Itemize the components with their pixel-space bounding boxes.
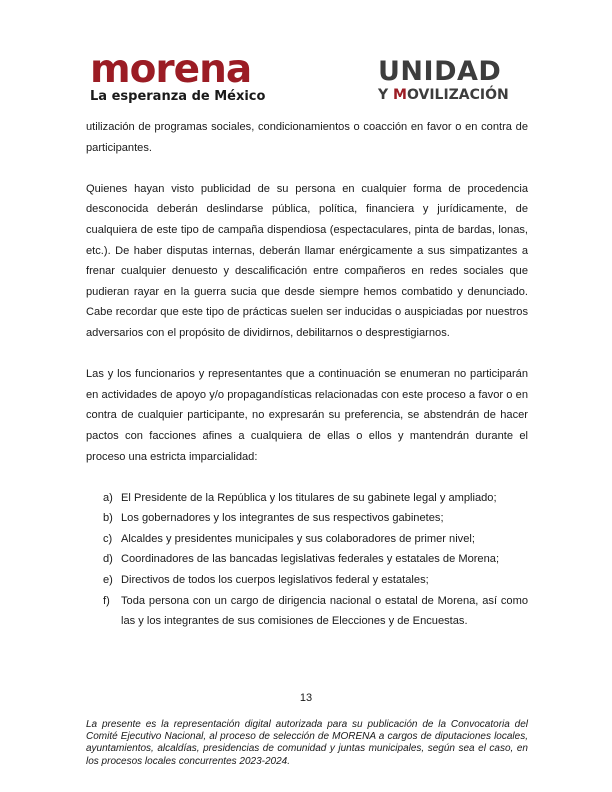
list-marker: e) xyxy=(103,574,113,587)
morena-logo-wordmark: morena xyxy=(90,47,252,92)
list-item xyxy=(103,488,528,509)
list-item-text: Directivos de todos los cuerpos legislativos federal y estatales; xyxy=(121,574,429,587)
logo-line2-rest: OVILIZACIÓN xyxy=(406,87,509,103)
unidad-movilizacion-logo xyxy=(378,57,538,103)
logo-line2-accent: M xyxy=(393,87,407,103)
document-body xyxy=(86,117,528,632)
list-item-text: Toda persona con un cargo de dirigencia nacional o estatal de Morena, así como las y los integrantes de sus comisiones de Elecciones y de Encuestas. xyxy=(121,594,528,628)
officials-list xyxy=(86,488,528,632)
unidad-logo-line2 xyxy=(378,87,538,103)
list-item-text: El Presidente de la República y los titulares de su gabinete legal y ampliado; xyxy=(121,491,497,504)
list-item xyxy=(103,591,528,632)
list-marker: a) xyxy=(103,491,113,504)
footer-note: La presente es la representación digital autorizada para su publicación de la Convocatoria del Comité Ejecutivo Nacional, al proceso de selección de MORENA a cargos de diputaciones locales, ayuntamientos, alcaldías, presidencias de comunidad y juntas municipales, según sea el caso, en los procesos locales concurrentes 2023-2024. xyxy=(86,719,528,767)
page-number: 13 xyxy=(299,692,313,704)
list-item-text: Coordinadores de las bancadas legislativas federales y estatales de Morena; xyxy=(121,553,500,566)
list-marker: c) xyxy=(103,532,113,545)
list-item xyxy=(103,549,528,570)
list-marker: f) xyxy=(103,594,110,607)
list-item xyxy=(103,570,528,591)
list-item-text: Los gobernadores y los integrantes de sus respectivos gabinetes; xyxy=(121,512,444,525)
list-item-text: Alcaldes y presidentes municipales y sus colaboradores de primer nivel; xyxy=(121,532,475,545)
morena-logo xyxy=(90,47,290,105)
unidad-logo-line1: UNIDAD xyxy=(378,56,502,87)
paragraph: Las y los funcionarios y representantes que a continuación se enumeran no participarán en actividades de apoyo y/o propagandísticas relacionadas con este proceso a favor o en contra de cualquier participante, no expresarán su preferencia, se abstendrán de hacer pactos con facciones afines a cualquiera de ellas o ellos y mantendrán durante el proceso una estricta imparcialidad: xyxy=(86,368,528,463)
morena-logo-tagline: La esperanza de México xyxy=(90,89,266,104)
paragraph: utilización de programas sociales, condicionamientos o coacción en favor o en contra de participantes. xyxy=(86,121,528,154)
list-item xyxy=(103,529,528,550)
paragraph: Quienes hayan visto publicidad de su persona en cualquier forma de procedencia desconocida deberán deslindarse pública, política, financiera y jurídicamente, de cualquiera de este tipo de campaña dispendiosa (espectaculares, pinta de bardas, lonas, etc.). De haber disputas internas, deberán llamar enérgicamente a sus simpatizantes a frenar cualquier denuesto y descalificación entre compañeros en redes sociales que pudieran rayar en la guerra sucia que desde siempre hemos combatido y denunciado. Cabe recordar que este tipo de prácticas suelen ser inducidas o auspiciadas por nuestros adversarios con el propósito de dividirnos, debilitarnos o desprestigiarnos. xyxy=(86,182,528,339)
logo-line2-first: Y xyxy=(378,87,394,103)
list-marker: d) xyxy=(103,553,113,566)
list-marker: b) xyxy=(103,512,113,525)
list-item xyxy=(103,508,528,529)
